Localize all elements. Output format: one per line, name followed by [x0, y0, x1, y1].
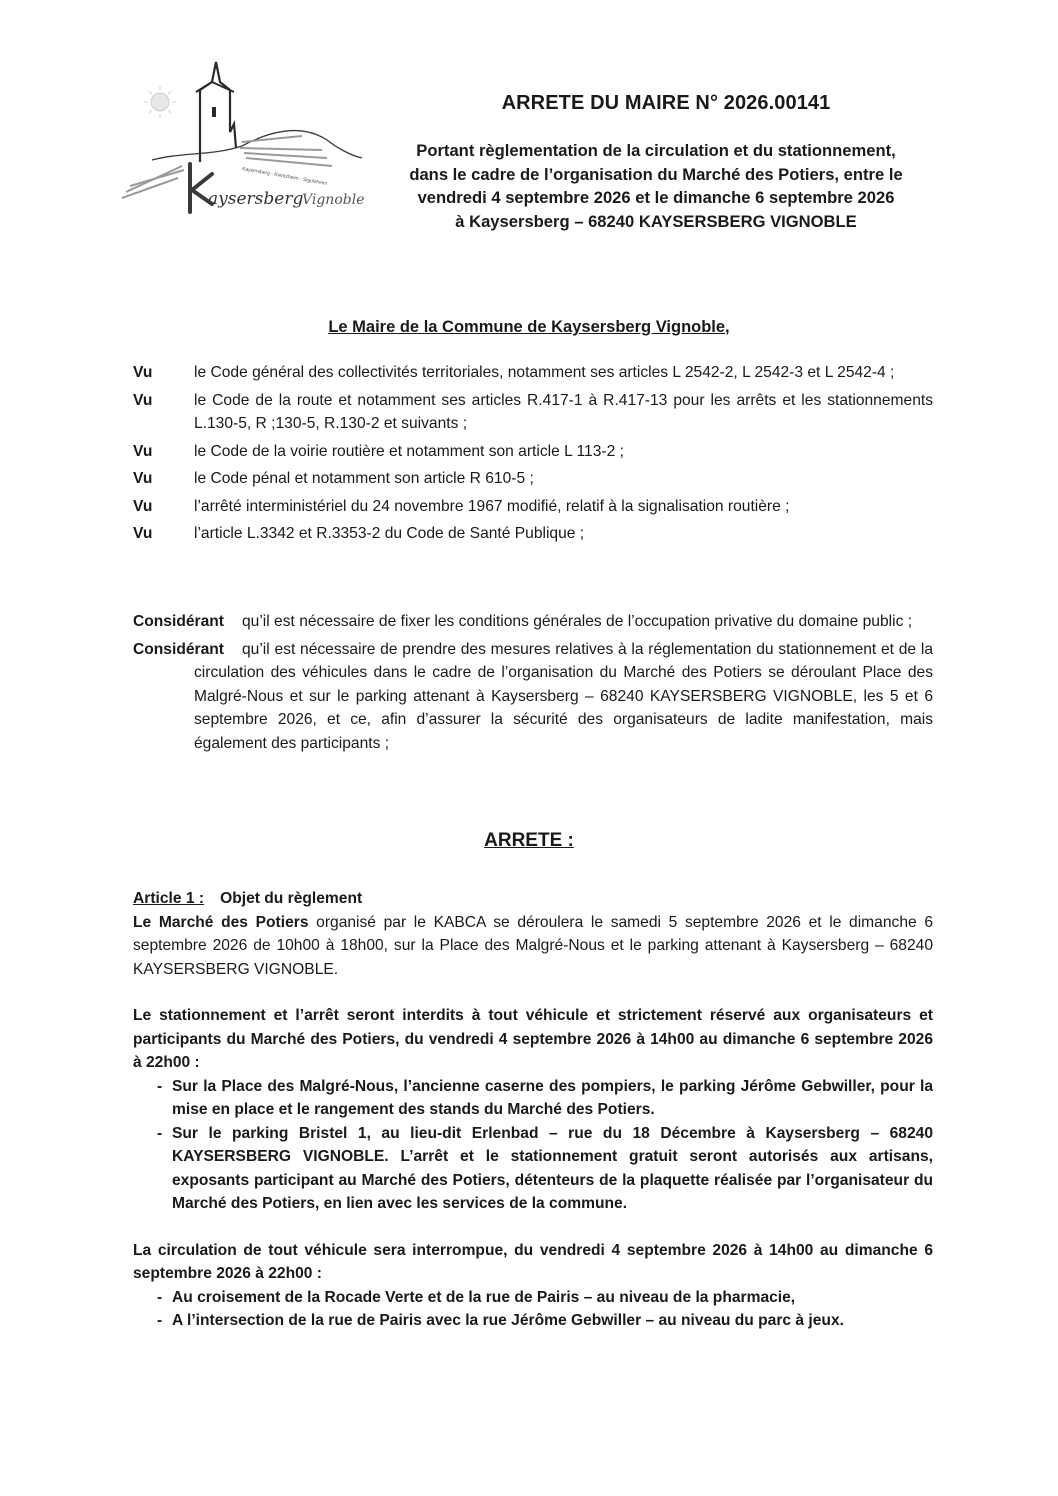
bullet-text: Sur la Place des Malgré-Nous, l’ancienne caserne des pompiers, le parking Jérôme Gebwiller, pour la mise en place et le rangement des stands du Marché des Potiers. — [172, 1077, 933, 1118]
article-1 — [133, 887, 933, 1333]
parking-bullet — [133, 1122, 933, 1216]
bullet-text: Au croisement de la Rocade Verte et de la rue de Pairis – au niveau de la pharmacie, — [172, 1288, 796, 1306]
logo-graphic — [112, 52, 372, 222]
bullet-dash: - — [157, 1312, 163, 1329]
article-heading — [133, 887, 933, 911]
traffic-rule: La circulation de tout véhicule sera interrompue, du vendredi 4 septembre 2026 à 14h00 au dimanche 6 septembre 2026 à 22h00 : — [133, 1241, 933, 1282]
article-number: Article 1 : — [133, 890, 205, 907]
arrete-heading-text: ARRETE : — [484, 830, 574, 851]
subtitle-line: Portant règlementation de la circulation et du stationnement, — [416, 141, 896, 160]
subtitle-line: vendredi 4 septembre 2026 et le dimanche 6 septembre 2026 — [417, 188, 895, 207]
vu-section — [133, 361, 933, 550]
considerant-section — [133, 610, 933, 759]
decree-title: ARRETE DU MAIRE N° 2026.00141 — [501, 92, 831, 114]
vu-text: le Code général des collectivités territoriales, notamment ses articles L 2542-2, L 2542-3 et L 2542-4 ; — [194, 364, 895, 381]
article-intro-text: organisé par le KABCA se déroulera le samedi 5 septembre 2026 et le dimanche 6 septembre 2026 de 10h00 à 18h00, sur la Place des Malgré-Nous et le parking attenant à Kaysersberg – 68240 KAYSERSBERG VIGNOBLE. — [133, 913, 933, 978]
considerant-item — [133, 638, 933, 756]
traffic-bullet — [133, 1286, 933, 1310]
event-name: Le Marché des Potiers — [133, 913, 309, 931]
decree-subtitle — [366, 139, 946, 233]
bullet-dash: - — [157, 1288, 163, 1306]
considerant-label: Considérant — [133, 640, 224, 658]
vu-item — [133, 389, 933, 436]
vu-label: Vu — [133, 470, 153, 487]
vu-item — [133, 361, 933, 385]
svg-text:aysersberg: aysersberg — [208, 189, 304, 209]
considerant-item — [133, 610, 933, 634]
mayor-heading — [0, 318, 1058, 337]
considerant-text: qu’il est nécessaire de prendre des mesures relatives à la réglementation du stationnement et de la circulation des véhicules dans le cadre de l’organisation du Marché des Potiers se déroulant Place des Malgré-Nous et sur le parking attenant à Kaysersberg – 68240 KAYSERSBERG VIGNOBLE, les 5 et 6 septembre 2026, et ce, afin d’assurer la sécurité des organisateurs de ladite manifestation, mais également des participants ; — [194, 640, 933, 752]
vu-text: l’arrêté interministériel du 24 novembre 1967 modifié, relatif à la signalisation routière ; — [194, 497, 790, 515]
vu-item — [133, 495, 933, 519]
svg-text:Vignoble: Vignoble — [302, 192, 365, 208]
arrete-heading — [0, 830, 1058, 852]
considerant-text: qu’il est nécessaire de fixer les conditions générales de l’occupation privative du domaine public ; — [241, 613, 913, 630]
vu-text: l’article L.3342 et R.3353-2 du Code de Santé Publique ; — [194, 525, 585, 542]
svg-text:Kaysersberg - Kientzheim - Sig: Kaysersberg - Kientzheim - Sigolsheim — [241, 166, 328, 187]
traffic-bullet — [133, 1309, 933, 1333]
mayor-heading-text: Le Maire de la Commune de Kaysersberg Vignoble, — [328, 318, 730, 336]
vu-label: Vu — [133, 364, 153, 381]
parking-bullet — [133, 1075, 933, 1122]
vu-text: le Code pénal et notamment son article R 610-5 ; — [194, 470, 534, 487]
vu-label: Vu — [133, 525, 153, 542]
subtitle-line: à Kaysersberg – 68240 KAYSERSBERG VIGNOBLE — [455, 211, 857, 231]
vu-label: Vu — [133, 442, 153, 460]
parking-rule: Le stationnement et l’arrêt seront interdits à tout véhicule et strictement réservé aux organisateurs et participants du Marché des Potiers, du vendredi 4 septembre 2026 à 14h00 au dimanche 6 septembre 2026 à 22h00 : — [133, 1007, 933, 1071]
article-intro — [133, 911, 933, 982]
considerant-label: Considérant — [133, 613, 224, 630]
bullet-text: A l’intersection de la rue de Pairis avec la rue Jérôme Gebwiller – au niveau du parc à jeux. — [172, 1312, 844, 1329]
bullet-text: Sur le parking Bristel 1, au lieu-dit Erlenbad – rue du 18 Décembre à Kaysersberg – 68240 KAYSERSBERG VIGNOBLE. L’arrêt et le stationnement gratuit seront autorisés aux artisans, exposants participant au Marché des Potiers, détenteurs de la plaquette réalisée par l’organisateur du Marché des Potiers, en lien avec les services de la commune. — [172, 1124, 933, 1212]
vu-text: le Code de la voirie routière et notamment son article L 113-2 ; — [194, 442, 624, 460]
kaysersberg-vignoble-logo — [112, 52, 372, 222]
vu-item — [133, 440, 933, 464]
bullet-dash: - — [157, 1077, 163, 1095]
vu-label: Vu — [133, 391, 153, 409]
vu-item — [133, 522, 933, 546]
vu-label: Vu — [133, 497, 153, 515]
bullet-dash: - — [157, 1124, 163, 1142]
vu-text: le Code de la route et notamment ses articles R.417-1 à R.417-13 pour les arrêts et les stationnements L.130-5, R ;130-5, R.130-2 et suivants ; — [194, 391, 933, 432]
subtitle-line: dans le cadre de l’organisation du Marché des Potiers, entre le — [409, 164, 903, 184]
article-title: Objet du règlement — [220, 890, 363, 907]
vu-item — [133, 467, 933, 491]
